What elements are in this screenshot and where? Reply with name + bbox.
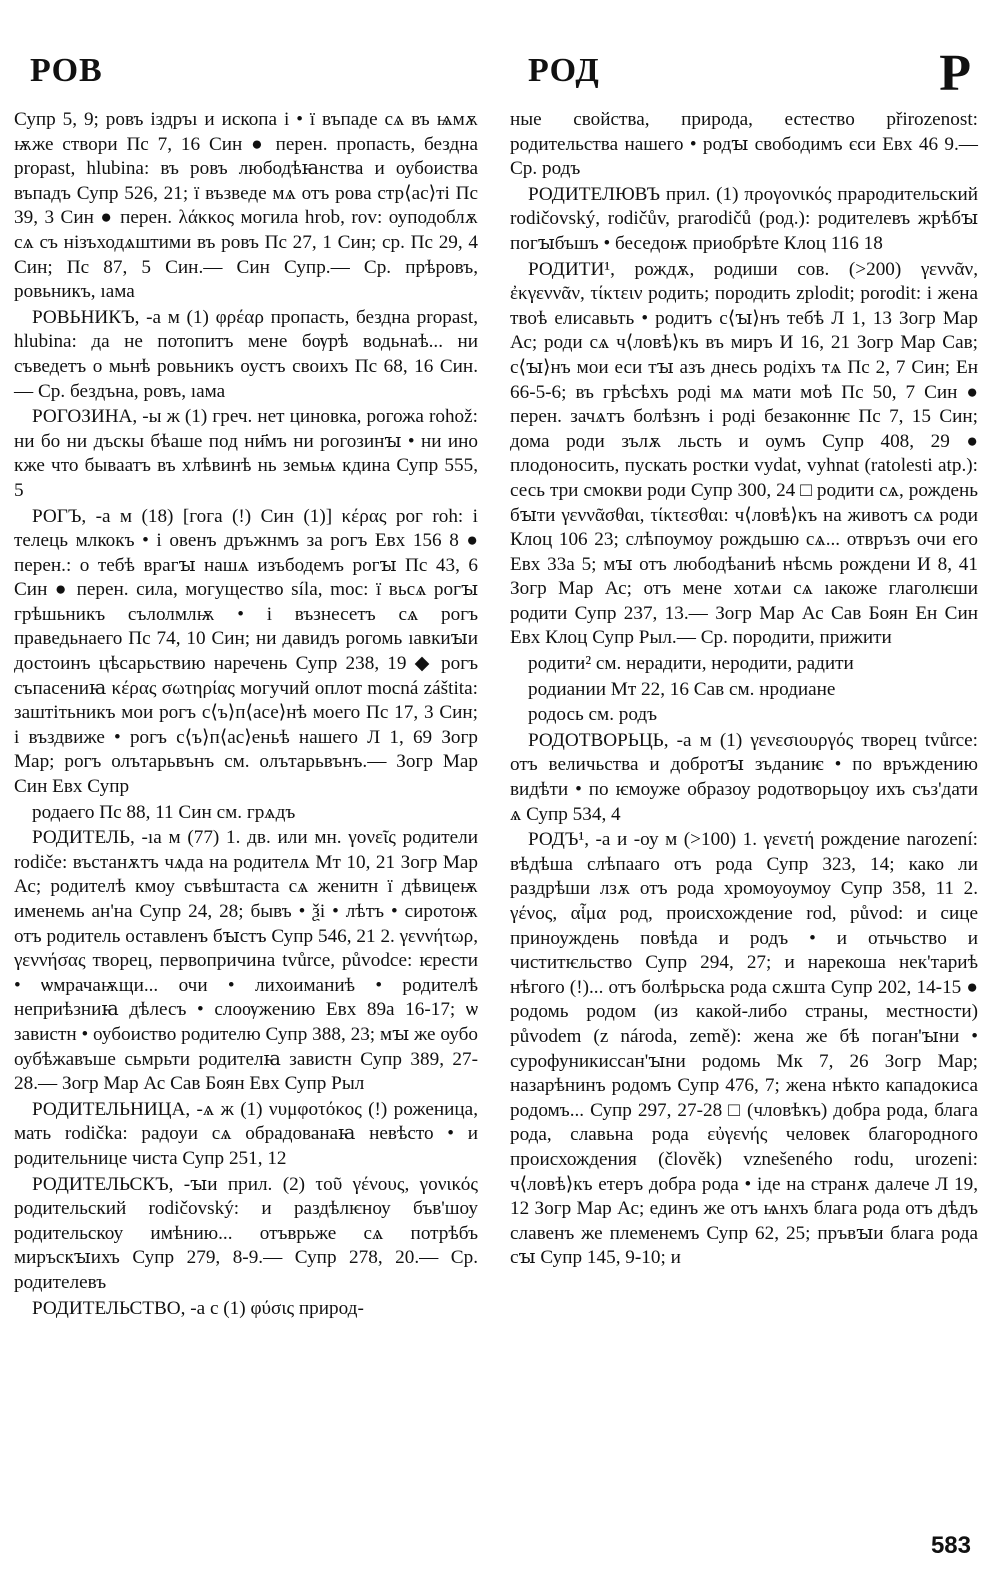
dictionary-entry: РОДИТЕЛЬ, -ıа м (77) 1. дв. или мн. γονεῖς родители rodiče: въстанѫтъ чѧда на родителѧ Мт 10, 21 Зогр Мар Ас; родителѣ кмоу съвѣштаста сѧ женитн ї дѣвицеѭ именемь ан'на Супр 24, 28; бывъ • ѯі • лѣтъ • сиротоѭ отъ родитель оставленъ бꙑстъ Супр 546, 21 2. γεννήτωρ, γεννήσας творец, первопричина tvůrce, původce: ѥрести • ѡмрачаѭщи... очи • лихоиманиѣ • родителѣ неприѣзниꙗ дѣлесъ • слоѹжению Евх 89а 16-17; ѡ завистн • оубоиство родителю Супр 388, 23; мꙑ же оубо оубѣжавъше сьмрьти родителꙗ завистн Супр 389, 27-28.— Зогр Мар Ас Сав Боян Евх Супр Рыл bbox=[14, 827, 478, 1095]
dictionary-entry: родось см. родъ bbox=[528, 704, 658, 726]
dictionary-entry: РОГОЗИНА, -ы ж (1) греч. нет циновка, рогожа rohož: ни бо ни дъскы бѣаше под ни҃мъ ни рогозинꙑ • ни ино кже что бываатъ въ хлѣвинѣ нь земьѩ кдина Супр 555, 5 bbox=[14, 406, 478, 501]
dictionary-entry: РОДИТЕЛЬСКЪ, -ꙑи прил. (2) τοῦ γένους, γονικός родительский rodičovský: и раздѣлѥноу бъв'шоу родительскоу имѣнию... отъврьже сѧ потрѣбъ миръскꙑихъ Супр 279, 8-9.— Супр 278, 20.— Ср. родителевъ bbox=[14, 1173, 478, 1293]
left-column bbox=[14, 108, 478, 1322]
dictionary-entry: РОДИТЕЛЬНИЦА, -ѧ ж (1) νυμφοτόκος (!) роженица, мать rodička: радоуи сѧ обрадованаꙗ невѣсто • и родительнице чиста Супр 251, 12 bbox=[14, 1098, 478, 1169]
dictionary-entry: РОДИТЕЛЮВЪ прил. (1) προγονικός прародительский rodičovský, rodičův, prarodičů (род.): родителевъ жрѣбꙑ погꙑбъшъ • беседоѭ приобрѣте Клоц 116 18 bbox=[510, 183, 978, 254]
dictionary-entry: Супр 5, 9; ровъ іздръı и ископа і • ї въпаде сѧ въ ѩмѫ ѭже створи Пс 7, 16 Син ● перен. пропасть, бездна propast, hlubina: въ ровъ любодѣꙗнства и оубоиства въпадъ Супр 526, 21; ї възведе мѧ отъ рова стр⟨ас⟩ті Пс 39, 3 Син ● перен. λάκκος могила hrob, rov: оуподоблѫ сѧ съ нізъходѧштими въ ровъ Пс 27, 1 Син; ср. Пс 29, 4 Син; Пс 87, 5 Син.— Син Супр.— Ср. прѣровъ, ровьникъ, ıама bbox=[14, 109, 478, 303]
left-header-word: РОВ bbox=[30, 52, 103, 89]
dictionary-entry: РОДИТИ¹, рождѫ, родиши сов. (>200) γεννᾶν, ἐκγεννᾶν, τίκτειν родить; породить zplodit; porodit: і жена твоѣ елисавьть • родитъ с⟨ꙑ⟩нъ тебѣ Л 1, 13 Зогр Мар Ас; роди сѧ ч⟨ловѣ⟩къ въ миръ И 16, 21 Зогр Мар Сав; с⟨ꙑ⟩нъ мои еси тꙑ азъ днесь родіхъ тѧ Пс 2, 7 Син; Ен 66-5-6; въ грѣсѣхъ роді мѧ мати моѣ Пс 50, 7 Син ● перен. зачѧтъ болѣзнъ і роді безаконнѥ Пс 7, 15 Син; дома роди зълѫ льсть и оумъ Супр 408, 29 ● плодоносить, пускать ростки vydat, vyhnat (ratolesti atp.): сесь три смокви роди Супр 300, 24 □ родити сѧ, рождень бꙑти γεννᾶσθαι, τίκτεσθαι: ч⟨ловѣ⟩къ на животъ сѧ роди Клоц 106 23; слѣпоумоу рождьшю сѧ... отвръзъ очи его Евх 33а 5; мꙑ отъ любодѣаниѣ нѣсмь рождени И 8, 41 Зогр Мар Ас; отъ мене хотѧи сѧ ıакоже глаголѥши родити Супр 237, 13.— Зогр Мар Ас Сав Боян Ен Син Евх Клоц Супр Рыл.— Ср. породити, прижити bbox=[510, 258, 978, 649]
dictionary-entry: РОДОТВОРЬЦЬ, -а м (1) γενεσιουργός творец tvůrce: отъ величьства и добротꙑ зъданиѥ • по връждению видѣти • по ѥмоуже образоу родотворьцоу ихъ съз'дати ѧ Супр 534, 4 bbox=[510, 729, 978, 825]
dictionary-entry: РОГЪ, -а м (18) [гога (!) Син (1)] κέρας рог roh: і телець млкокъ • і овенъ дръжнмъ за рогъ Евх 156 8 ● перен.: о тебѣ врагꙑ нашѧ изъбодемъ рогꙑ Пс 43, 6 Син ● перен. сила, могущество síla, moc: ї вьсѧ рогꙑ грѣшьникъ сълолмлѭ • і възнесетъ сѧ рогъ праведьнаего Пс 74, 10 Син; ни давидъ рогомь ıавкиꙑи достоинъ цѣсарьствию наречень Супр 238, 19 ◆ рогъ съпасениꙗ κέρας σωτηρίας могучий оплот mocná záštita: заштітьникъ мои рогъ с⟨ъ⟩п⟨асе⟩нѣ моего Пс 17, 3 Син; і въздвиже • рогъ с⟨ъ⟩п⟨ас⟩еньѣ нашего Л 1, 69 Зогр Мар; рогъ олътарьвънъ см. олътарьвънъ.— Зогр Мар Син Евх Супр bbox=[14, 505, 478, 798]
section-letter: Р bbox=[939, 45, 971, 102]
page-number: 583 bbox=[930, 1532, 971, 1559]
dictionary-entry: РОДИТЕЛЬСТВО, -а с (1) φύσις природ- bbox=[32, 1297, 364, 1319]
dictionary-entry: родиании Мт 22, 16 Сав см. нродиане bbox=[528, 678, 836, 700]
dictionary-entry: РОВЬНИКЪ, -а м (1) φρέαρ пропасть, бездна propast, hlubina: да не потопитъ мене бѹрѣ водьнаѣ... ни съведетъ о мьнѣ ровьникъ оустъ своихъ Пс 68, 16 Син.— Ср. бездъна, ровъ, ıама bbox=[14, 306, 478, 402]
dictionary-entry: родаего Пс 88, 11 Син см. грѧдъ bbox=[32, 801, 296, 823]
dictionary-entry: родити² см. нерадити, неродити, радити bbox=[528, 653, 854, 675]
dictionary-entry: ные свойства, природа, естество přirozenost: родительства нашего • родꙑ свободимъ єси Евх 46 9.— Ср. родъ bbox=[510, 109, 978, 180]
dictionary-entry: РОДЪ¹, -а и -оу м (>100) 1. γενετή рождение narození: вѣдѣша слѣпааго отъ рода Супр 323, 14; како ли раздрѣши лзѫ отъ рода хромоуоумоу Супр 358, 11 2. γένος, αἷμα род, происхождение rod, původ: и сице приноуждень повѣда и родъ • и отьчьство и чиститѥльство Супр 294, 27; и нарекоша нек'тариѣ нѣгого (!)... отъ болѣрьска рода сѫшта Супр 202, 14-15 ● родомь родом (из какой-либо страны, местности) původem (z národa, země): жена же бѣ поган'ꙑни • сурофуникиссан'ꙑни родомь Мк 7, 26 Зогр Мар; назарѣнинъ родомъ Супр 476, 7; жена нѣкто кападокиса родомъ... Супр 297, 27-28 □ (чловѣкъ) добра рода, блага рода, славьна рода εὐγενής человек благородного происхождения (člověk) vznešeného rodu, urozeni: ч⟨ловѣ⟩къ етеръ добра рода • іде на странѫ далече Л 19, 12 Зогр Мар Ас; единъ же отъ ѩнхъ блага рода отъ дѣдъ славенъ же племенемъ Супр 62, 25; пръвꙑи блага рода сꙑ Супр 145, 9-10; и bbox=[510, 829, 978, 1269]
page-header bbox=[0, 46, 999, 106]
center-header-word: РОД bbox=[528, 52, 600, 89]
right-column bbox=[510, 108, 978, 1272]
